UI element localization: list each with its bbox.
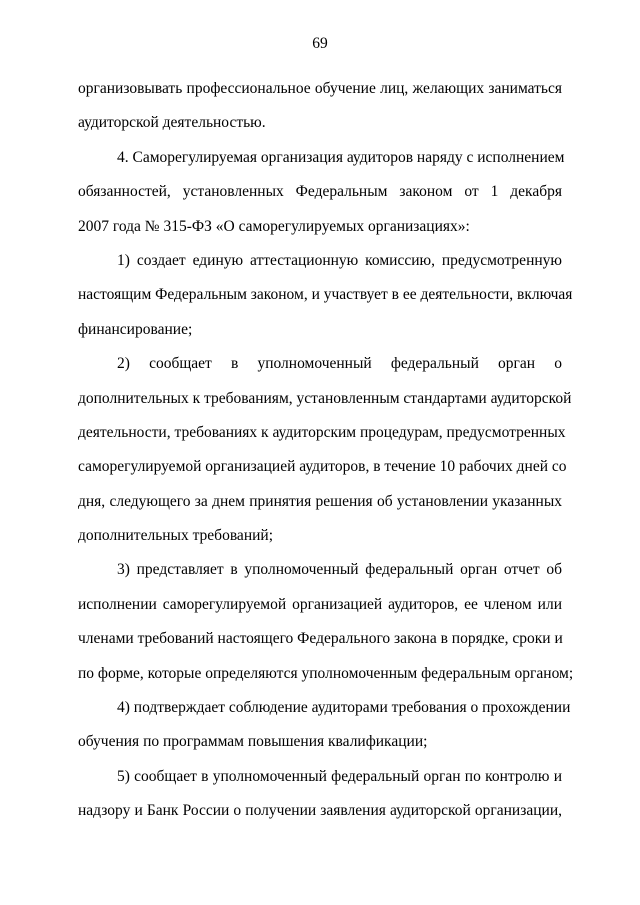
text-line: 2) сообщает в уполномоченный федеральный орган о	[117, 355, 562, 373]
page-number: 69	[312, 35, 328, 52]
paragraph	[78, 72, 562, 141]
text-line: 4. Саморегулируемая организация аудиторов наряду с исполнением	[117, 148, 565, 166]
text-line: дополнительных к требованиям, установленным стандартами аудиторской	[78, 389, 572, 407]
text-line: 3) представляет в уполномоченный федеральный орган отчет об	[117, 561, 562, 579]
text-line: финансирование;	[78, 320, 193, 338]
paragraph	[78, 347, 572, 553]
text-line: 1) создает единую аттестационную комиссию, предусмотренную	[117, 251, 562, 269]
text-line: деятельности, требованиях к аудиторским процедурам, предусмотренных	[78, 423, 566, 441]
text-line: 5) сообщает в уполномоченный федеральный орган по контролю и	[117, 767, 562, 785]
text-line: обязанностей, установленных Федеральным законом от 1 декабря	[78, 183, 562, 201]
text-line: настоящим Федеральным законом, и участвует в ее деятельности, включая	[78, 286, 573, 304]
paragraph	[78, 141, 565, 244]
text-line: организовывать профессиональное обучение лиц, желающих заниматься	[78, 80, 562, 97]
text-line: 2007 года № 315-ФЗ «О саморегулируемых организациях»:	[78, 217, 470, 235]
document-body	[78, 72, 574, 829]
paragraph	[78, 244, 573, 347]
text-line: по форме, которые определяются уполномоченным федеральным органом;	[78, 664, 574, 682]
text-line: 4) подтверждает соблюдение аудиторами требования о прохождении	[117, 699, 571, 717]
text-line: членами требований настоящего Федерального закона в порядке, сроки и	[78, 630, 563, 648]
text-line: надзору и Банк России о получении заявления аудиторской организации,	[78, 802, 562, 820]
text-line: исполнении саморегулируемой организацией аудиторов, ее членом или	[78, 595, 562, 613]
paragraph	[78, 760, 562, 829]
text-line: дополнительных требований;	[78, 527, 274, 545]
text-line: обучения по программам повышения квалификации;	[78, 733, 428, 751]
text-line: саморегулируемой организацией аудиторов, в течение 10 рабочих дней со	[78, 458, 567, 476]
paragraph	[78, 691, 571, 760]
paragraph	[78, 553, 574, 691]
text-line: аудиторской деятельностью.	[78, 114, 266, 132]
text-line: дня, следующего за днем принятия решения об установлении указанных	[78, 492, 562, 510]
